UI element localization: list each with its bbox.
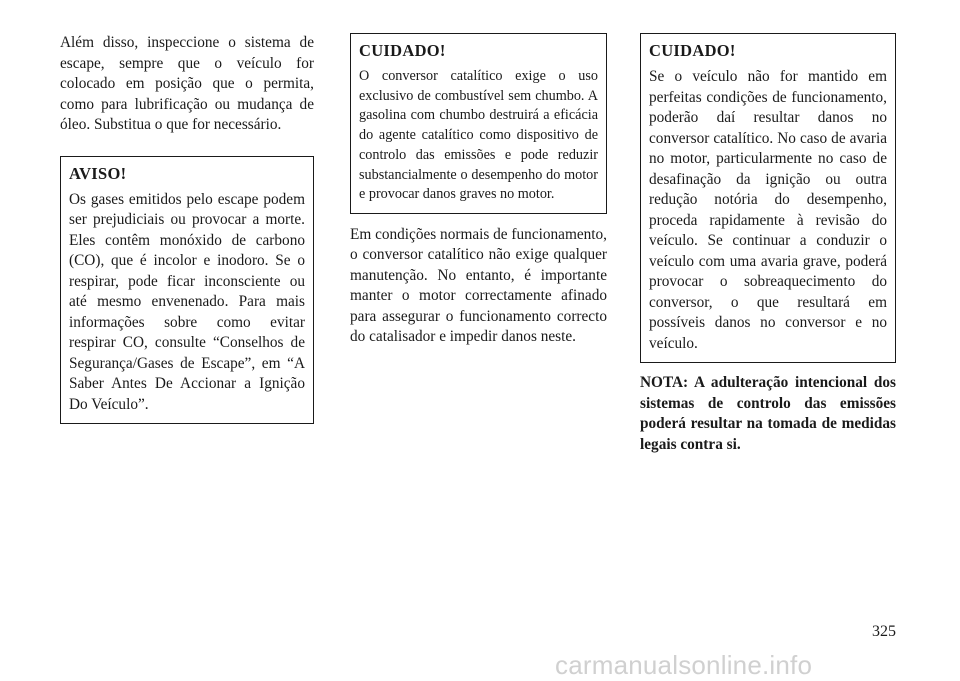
caution-title: CUIDADO! (649, 41, 736, 60)
watermark: carmanualsonline.info (555, 650, 813, 680)
caution-text: Se o veículo não for mantido em perfeitas condições de funcionamento, poderão daí resultar danos no conversor catalítico. No caso de avaria no motor, particularmente no caso de desafinação da ignição ou outra redução notória do desempenho, proceda rapidamente à revisão do veículo. Se continuar a conduzir o veículo com uma avaria grave, poderá provocar o sobreaquecimento do conversor, o que resultará em possíveis danos no conversor e no veículo. (649, 68, 887, 352)
column-left (60, 33, 314, 424)
converter-paragraph: Em condições normais de funcionamento, o conversor catalítico não exige qualquer manutenção. No entanto, é importante manter o motor correctamente afinado para assegurar o funcionamento correcto do catalisador e impedir danos neste. (350, 225, 607, 346)
intro-paragraph: Além disso, inspeccione o sistema de escape, sempre que o veículo for colocado em posição que o permita, como para lubrificação ou mudança de óleo. Substitua o que for necessário. (60, 34, 314, 133)
warning-box (60, 156, 314, 425)
note-paragraph: NOTA: A adulteração intencional dos sistemas de controlo das emissões poderá resultar na tomada de medidas legais contra si. (640, 374, 896, 453)
caution-box-maintenance (640, 33, 896, 363)
warning-text: Os gases emitidos pelo escape podem ser prejudiciais ou provocar a morte. Eles contêm monóxido de carbono (CO), que é incolor e inodoro. Se o respirar, pode ficar inconsciente ou até mesmo envenenado. Para mais informações sobre como evitar respirar CO, consulte “Conselhos de Segurança/Gases de Escape”, em “A Saber Antes De Accionar a Ignição Do Veículo”. (69, 190, 305, 413)
column-right (640, 33, 896, 455)
caution-title: CUIDADO! (359, 41, 446, 60)
caution-box-fuel (350, 33, 607, 214)
page-number: 325 (872, 623, 896, 640)
column-middle (350, 33, 607, 348)
warning-title: AVISO! (69, 163, 127, 183)
caution-text: O conversor catalítico exige o uso exclusivo de combustível sem chumbo. A gasolina com chumbo destruirá a eficácia do agente catalítico como dispositivo de controlo das emissões e pode reduzir substancialmente o desempenho do motor e provocar danos graves no motor. (359, 68, 598, 203)
